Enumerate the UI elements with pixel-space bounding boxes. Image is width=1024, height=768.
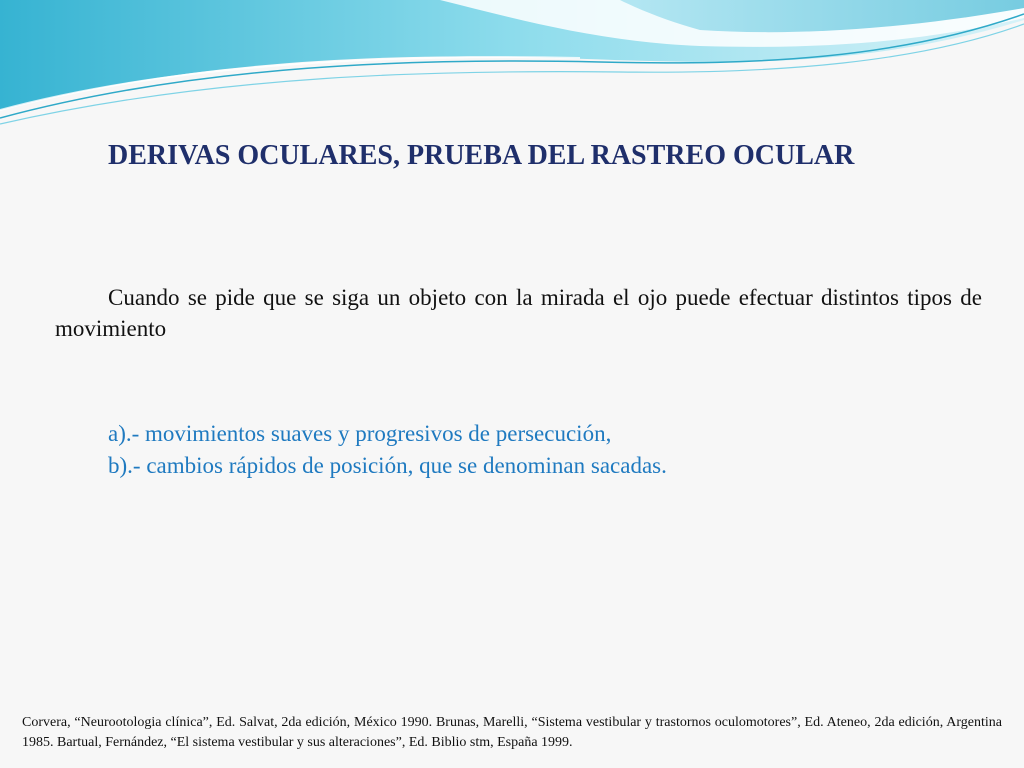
list-item: b).- cambios rápidos de posición, que se denominan sacadas. xyxy=(108,453,667,478)
header-wave-decoration xyxy=(0,0,1024,130)
movement-types-list xyxy=(108,418,988,482)
intro-paragraph: Cuando se pide que se siga un objeto con la mirada el ojo puede efectuar distintos tipos de movimiento xyxy=(55,285,982,341)
slide-title: DERIVAS OCULARES, PRUEBA DEL RASTREO OCULAR xyxy=(108,140,855,171)
references-footnote: Corvera, “Neurootologia clínica”, Ed. Salvat, 2da edición, México 1990. Brunas, Marelli, “Sistema vestibular y trastornos oculomotores”, Ed. Ateneo, 2da edición, Argentina 1985. Bartual, Fernández, “El sistema vestibular y sus alteraciones”, Ed. Biblio stm, España 1999. xyxy=(22,715,1002,750)
list-item: a).- movimientos suaves y progresivos de persecución, xyxy=(108,421,612,446)
